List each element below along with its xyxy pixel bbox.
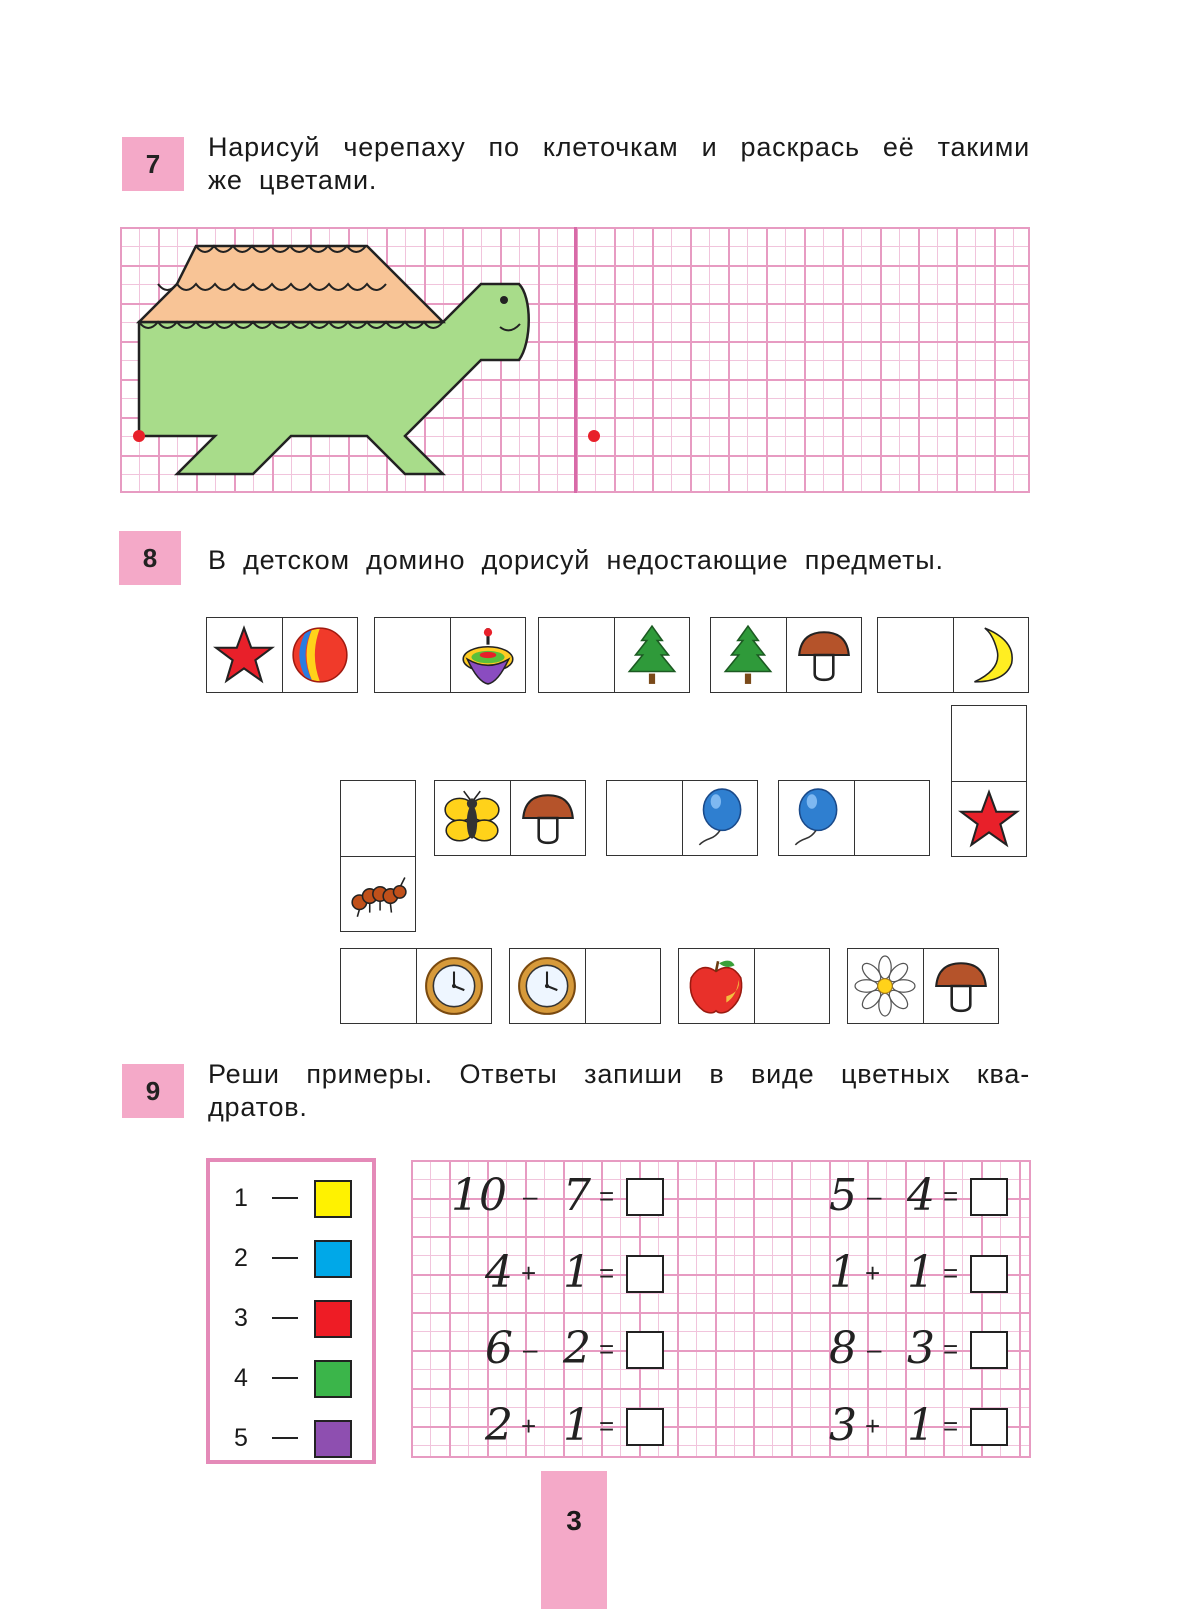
answer-box[interactable] [970,1255,1008,1293]
bee-icon [441,787,503,849]
crescent-moon-icon [960,624,1022,686]
domino-half [207,618,282,692]
operand-a: 4 [485,1247,513,1298]
spinning-top-icon [457,624,519,686]
legend-row [210,1238,372,1278]
operator: + [521,1411,537,1441]
domino-empty-half[interactable] [854,781,930,855]
operand-a: 5 [829,1170,857,1221]
domino-empty-caterpillar [340,780,416,932]
equals: = [599,1334,615,1364]
operator: + [521,1258,537,1288]
task-number-9: 9 [122,1064,184,1118]
domino-flower-mushroom [847,948,999,1024]
domino-apple-empty [678,948,830,1024]
domino-half [510,781,586,855]
domino-empty-half[interactable] [375,618,450,692]
operator: + [865,1411,881,1441]
domino-empty-half[interactable] [585,949,661,1023]
task-number-8: 8 [119,531,181,585]
legend-dash [272,1377,298,1379]
legend-row [210,1298,372,1338]
turtle-start-dot [133,430,145,442]
domino-empty-half[interactable] [607,781,682,855]
equals: = [943,1411,959,1441]
operand-a: 6 [485,1323,513,1374]
legend-number: 5 [234,1424,248,1452]
domino-half [614,618,690,692]
domino-half [952,781,1026,857]
domino-empty-tree [538,617,690,693]
balloon-icon [785,787,847,849]
legend-number: 3 [234,1304,248,1332]
legend-row [210,1358,372,1398]
color-swatch-green [314,1360,352,1398]
domino-empty-half[interactable] [341,949,416,1023]
start-dot [588,430,600,442]
operator: – [867,1334,882,1364]
mushroom-icon [793,624,855,686]
mushroom-icon [930,955,992,1017]
domino-empty-top [374,617,526,693]
example-row [411,1170,1031,1222]
equals: = [943,1258,959,1288]
clock-icon [423,955,485,1017]
domino-half [682,781,758,855]
fir-tree-icon [717,624,779,686]
mushroom-icon [517,787,579,849]
star-icon [213,624,275,686]
apple-icon [685,955,747,1017]
flower-icon [854,955,916,1017]
operand-b: 1 [907,1247,935,1298]
operator: – [523,1334,538,1364]
domino-empty-clock [340,948,492,1024]
operand-b: 7 [563,1170,591,1221]
color-swatch-blue [314,1240,352,1278]
domino-empty-star [951,705,1027,857]
page-number: 3 [541,1471,607,1609]
legend-dash [272,1257,298,1259]
domino-tree-mushroom [710,617,862,693]
operand-b: 1 [563,1400,591,1451]
fir-tree-icon [621,624,683,686]
color-swatch-yellow [314,1180,352,1218]
balloon-icon [689,787,751,849]
domino-balloon-empty [778,780,930,856]
domino-empty-moon [877,617,1029,693]
domino-half [711,618,786,692]
domino-star-ball [206,617,358,693]
legend-number: 1 [234,1184,248,1212]
domino-empty-half[interactable] [754,949,830,1023]
clock-icon [516,955,578,1017]
operand-a: 2 [485,1400,513,1451]
domino-half [341,856,415,932]
operator: – [867,1181,882,1211]
domino-half [953,618,1029,692]
domino-half [679,949,754,1023]
domino-bee-mushroom [434,780,586,856]
domino-half [510,949,585,1023]
example-row [411,1323,1031,1375]
grid-divider [574,227,577,493]
caterpillar-icon [347,863,409,925]
operand-a: 1 [829,1247,857,1298]
legend-row [210,1178,372,1218]
operand-b: 3 [907,1323,935,1374]
operator: – [523,1181,538,1211]
operator: + [865,1258,881,1288]
task-text-9: Реши примеры. Ответы запиши в виде цветных ква-дратов. [208,1059,1030,1122]
task-text-8: В детском домино дорисуй недостающие предметы. [208,545,944,575]
equals: = [943,1181,959,1211]
star-icon [958,788,1020,850]
color-swatch-red [314,1300,352,1338]
equals: = [599,1181,615,1211]
domino-half [786,618,862,692]
equals: = [599,1258,615,1288]
domino-empty-half[interactable] [952,706,1026,781]
domino-half [435,781,510,855]
answer-box[interactable] [970,1331,1008,1369]
operand-a: 3 [829,1400,857,1451]
equals: = [943,1334,959,1364]
legend-number: 4 [234,1364,248,1392]
domino-empty-balloon [606,780,758,856]
operand-b: 2 [563,1323,591,1374]
legend-dash [272,1317,298,1319]
domino-half [450,618,526,692]
equals: = [599,1411,615,1441]
domino-empty-half[interactable] [539,618,614,692]
task-number-7: 7 [122,137,184,191]
domino-half [416,949,492,1023]
operand-a: 10 [451,1170,507,1221]
domino-clock-empty [509,948,661,1024]
operand-b: 1 [563,1247,591,1298]
domino-half [282,618,358,692]
operand-b: 4 [907,1170,935,1221]
color-legend [206,1158,376,1464]
color-swatch-purple [314,1420,352,1458]
turtle-picture [120,227,540,493]
operand-a: 8 [829,1323,857,1374]
answer-box[interactable] [970,1178,1008,1216]
example-row [411,1400,1031,1452]
ball-icon [289,624,351,686]
domino-half [779,781,854,855]
operand-b: 1 [907,1400,935,1451]
task-text-7: Нарисуй черепаху по клеточкам и раскрась её такими же цветами. [208,132,1030,195]
legend-dash [272,1197,298,1199]
domino-empty-half[interactable] [878,618,953,692]
legend-number: 2 [234,1244,248,1272]
answer-box[interactable] [970,1408,1008,1446]
domino-empty-half[interactable] [341,781,415,856]
example-row [411,1247,1031,1299]
domino-half [848,949,923,1023]
domino-half [923,949,999,1023]
legend-dash [272,1437,298,1439]
legend-row [210,1418,372,1458]
